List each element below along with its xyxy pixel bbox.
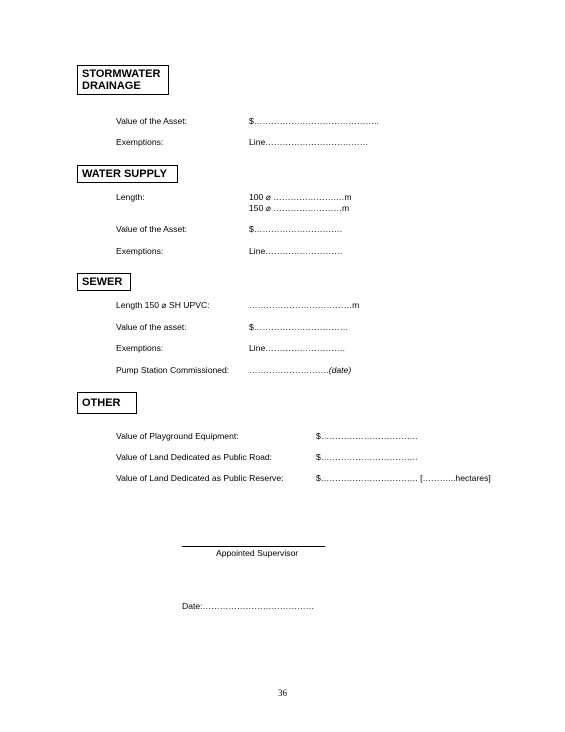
water-supply-heading: WATER SUPPLY [77,165,178,183]
pump-station-date-hint: (date) [328,365,352,375]
other-heading: OTHER [77,392,137,414]
water-asset-field[interactable]: $…………………………. [249,224,343,234]
date-field[interactable]: Date:………………………………… [182,601,315,611]
sewer-heading: SEWER [77,273,131,291]
stormwater-exemptions-label: Exemptions: [116,137,164,147]
water-exemptions-field[interactable]: Line……………………… [249,246,343,256]
playground-equipment-label: Value of Playground Equipment: [116,431,239,441]
page-number: 36 [278,688,287,698]
public-road-field[interactable]: $……………………………. [316,452,418,462]
water-asset-label: Value of the Asset: [116,224,188,234]
stormwater-heading [77,65,169,95]
stormwater-heading-line1: STORMWATER [82,68,161,80]
stormwater-heading-line2: DRAINAGE [82,80,141,92]
water-length-100-field[interactable]: 100 ⌀ ………………….…m [249,192,352,202]
sewer-length-field[interactable]: ………………………………m [249,300,360,310]
stormwater-exemptions-field[interactable]: Line……………………………… [249,137,369,147]
public-reserve-label: Value of Land Dedicated as Public Reserve: [116,473,284,483]
water-length-label: Length: [116,192,145,202]
sewer-asset-field[interactable]: $…………………………… [249,322,349,332]
water-exemptions-label: Exemptions: [116,246,164,256]
signature-line[interactable] [182,546,325,547]
public-reserve-field[interactable]: $……………………………. [………...hectares] [316,473,491,483]
sewer-exemptions-field[interactable]: Line………………………. [249,343,345,353]
stormwater-asset-field[interactable]: $…………………………………….. [249,116,379,126]
public-road-label: Value of Land Dedicated as Public Road: [116,452,273,462]
signature-caption: Appointed Supervisor [216,548,299,558]
sewer-exemptions-label: Exemptions: [116,343,164,353]
pump-station-field[interactable] [249,365,351,375]
sewer-asset-label: Value of the asset: [116,322,187,332]
sewer-length-label: Length 150 ⌀ SH UPVC: [116,300,210,310]
playground-equipment-field[interactable]: $……………………………. [316,431,418,441]
stormwater-asset-label: Value of the Asset: [116,116,188,126]
pump-station-label: Pump Station Commissioned: [116,365,230,375]
water-length-150-field[interactable]: 150 ⌀ ……………………m [249,203,350,213]
pump-station-dots: ………………………. [249,365,329,375]
